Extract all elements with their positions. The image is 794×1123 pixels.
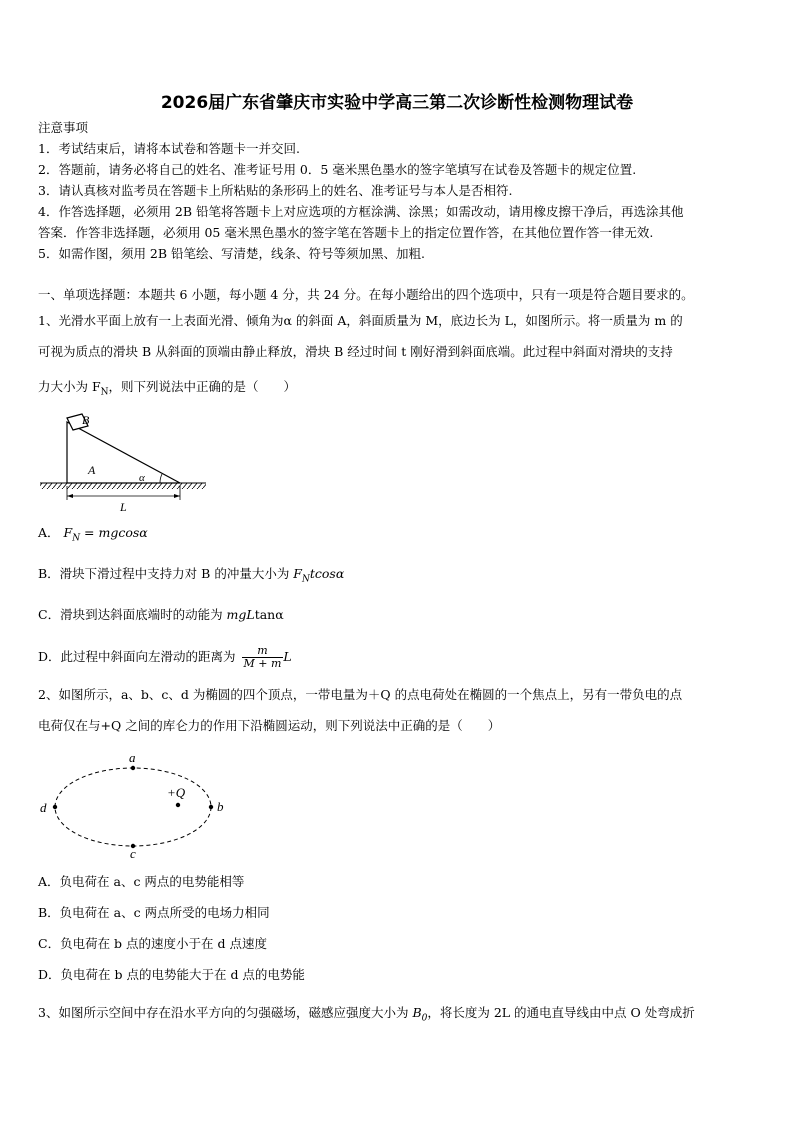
option-b-rest: tcosα xyxy=(309,566,345,581)
q2-ellipse-figure xyxy=(36,748,236,860)
label-b: b xyxy=(217,799,224,814)
option-a-formula xyxy=(63,525,148,544)
option-d-fraction xyxy=(242,645,284,670)
q2-option-d: D．负电荷在 b 点的电势能大于在 d 点的电势能 xyxy=(38,967,305,982)
angle-arc xyxy=(160,474,162,483)
option-a-prefix: A． xyxy=(38,525,60,540)
notice-item-1: 1．考试结束后，请将本试卷和答题卡一并交回. xyxy=(38,141,300,156)
charge-point xyxy=(176,803,180,807)
notice-heading: 注意事项 xyxy=(38,120,89,135)
q3-formula-main: B xyxy=(412,1005,422,1020)
fraction-denominator: M + m xyxy=(243,657,282,670)
option-c-prefix: C．滑块到达斜面底端时的动能为 xyxy=(38,607,227,622)
incline-diagram xyxy=(38,404,213,516)
option-c-rest: tanα xyxy=(254,607,284,622)
label-alpha: α xyxy=(139,472,145,484)
q3-suffix: ，将长度为 2L 的通电直导线由中点 O 处弯成折 xyxy=(427,1005,695,1020)
notice-item-3: 3．请认真核对监考员在答题卡上所粘贴的条形码上的姓名、准考证号与本人是否相符. xyxy=(38,183,513,198)
label-b: B xyxy=(82,413,90,427)
label-l: L xyxy=(120,500,127,514)
label-a: a xyxy=(129,750,136,765)
q2-option-b: B．负电荷在 a、c 两点所受的电场力相同 xyxy=(38,905,270,920)
q2-option-a: A．负电荷在 a、c 两点的电势能相等 xyxy=(38,874,245,889)
ellipse-diagram xyxy=(36,748,236,860)
q2-stem-line2: 电荷仅在与+Q 之间的库仑力的作用下沿椭圆运动，则下列说法中正确的是（ ） xyxy=(38,718,501,733)
arrow-right-icon xyxy=(174,494,180,498)
point-b xyxy=(209,805,213,809)
option-b-sub: N xyxy=(301,574,310,585)
q1-stem-line3 xyxy=(38,379,296,401)
option-c-formula: mgL xyxy=(226,607,255,622)
q2-option-c: C．负电荷在 b 点的速度小于在 d 点速度 xyxy=(38,936,267,951)
q1-option-c xyxy=(38,607,284,623)
option-a-rest: = mgcosα xyxy=(80,525,148,540)
q1-stem-prefix: 力大小为 F xyxy=(38,379,101,394)
notice-item-4-cont: 答案．作答非选择题，必须用 05 毫米黑色墨水的签字笔在答题卡上的指定位置作答，在其他位置作答一律无效. xyxy=(38,225,654,240)
option-b-prefix: B．滑块下滑过程中支持力对 B 的冲量大小为 xyxy=(38,566,294,581)
q2-stem-line1: 2、如图所示，a、b、c、d 为椭圆的四个顶点，一带电量为＋Q 的点电荷处在椭圆的一个焦点上，另有一带负电的点 xyxy=(38,687,683,702)
q1-option-b xyxy=(38,566,344,588)
point-a xyxy=(131,766,135,770)
option-d-suffix: L xyxy=(283,649,292,664)
option-d-prefix: D．此过程中斜面向左滑动的距离为 xyxy=(38,649,240,664)
page-title: 2026届广东省肇庆市实验中学高三第二次诊断性检测物理试卷 xyxy=(160,93,634,113)
incline-triangle xyxy=(67,422,180,483)
q1-option-a xyxy=(38,525,148,547)
q3-formula xyxy=(412,1005,428,1024)
q1-stem-sub: N xyxy=(100,387,109,398)
q3-formula-sub: 0 xyxy=(421,1013,428,1024)
ellipse-orbit xyxy=(55,768,211,846)
notice-item-4: 4．作答选择题，必须用 2B 铅笔将答题卡上对应选项的方框涂满、涂黑；如需改动，请用橡皮擦干净后，再选涂其他 xyxy=(38,204,684,219)
q1-stem-suffix: ，则下列说法中正确的是（ ） xyxy=(108,379,297,394)
option-a-f: F xyxy=(63,525,73,540)
q1-stem-line1: 1、光滑水平面上放有一上表面光滑、倾角为α 的斜面 A，斜面质量为 M，底边长为 L，如图所示。将一质量为 m 的 xyxy=(38,313,683,328)
q3-stem-line1 xyxy=(38,1005,695,1027)
label-d: d xyxy=(40,800,47,815)
option-b-formula xyxy=(293,566,345,585)
q1-option-d xyxy=(38,644,292,670)
section-heading: 一、单项选择题：本题共 6 小题，每小题 4 分，共 24 分。在每小题给出的四个选项中，只有一项是符合题目要求的。 xyxy=(38,287,694,302)
q1-stem-line2: 可视为质点的滑块 B 从斜面的顶端由静止释放，滑块 B 经过时间 t 刚好滑到斜面底端。此过程中斜面对滑块的支持 xyxy=(38,344,673,359)
arrow-left-icon xyxy=(67,494,73,498)
point-d xyxy=(53,805,57,809)
notice-item-2: 2．答题前，请务必将自己的姓名、准考证号用 0．5 毫米黑色墨水的签字笔填写在试卷及答题卡的规定位置. xyxy=(38,162,637,177)
option-a-sub: N xyxy=(72,533,81,544)
q1-incline-figure xyxy=(38,404,213,516)
ground-hatching xyxy=(40,483,206,489)
notice-item-5: 5．如需作图，须用 2B 铅笔绘、写清楚，线条、符号等须加黑、加粗. xyxy=(38,246,426,261)
q3-prefix: 3、如图所示空间中存在沿水平方向的匀强磁场，磁感应强度大小为 xyxy=(38,1005,413,1020)
option-b-f: F xyxy=(293,566,302,581)
fraction-numerator: m xyxy=(257,644,268,657)
label-charge: +Q xyxy=(167,785,186,800)
label-a: A xyxy=(88,463,96,477)
label-c: c xyxy=(130,846,136,860)
